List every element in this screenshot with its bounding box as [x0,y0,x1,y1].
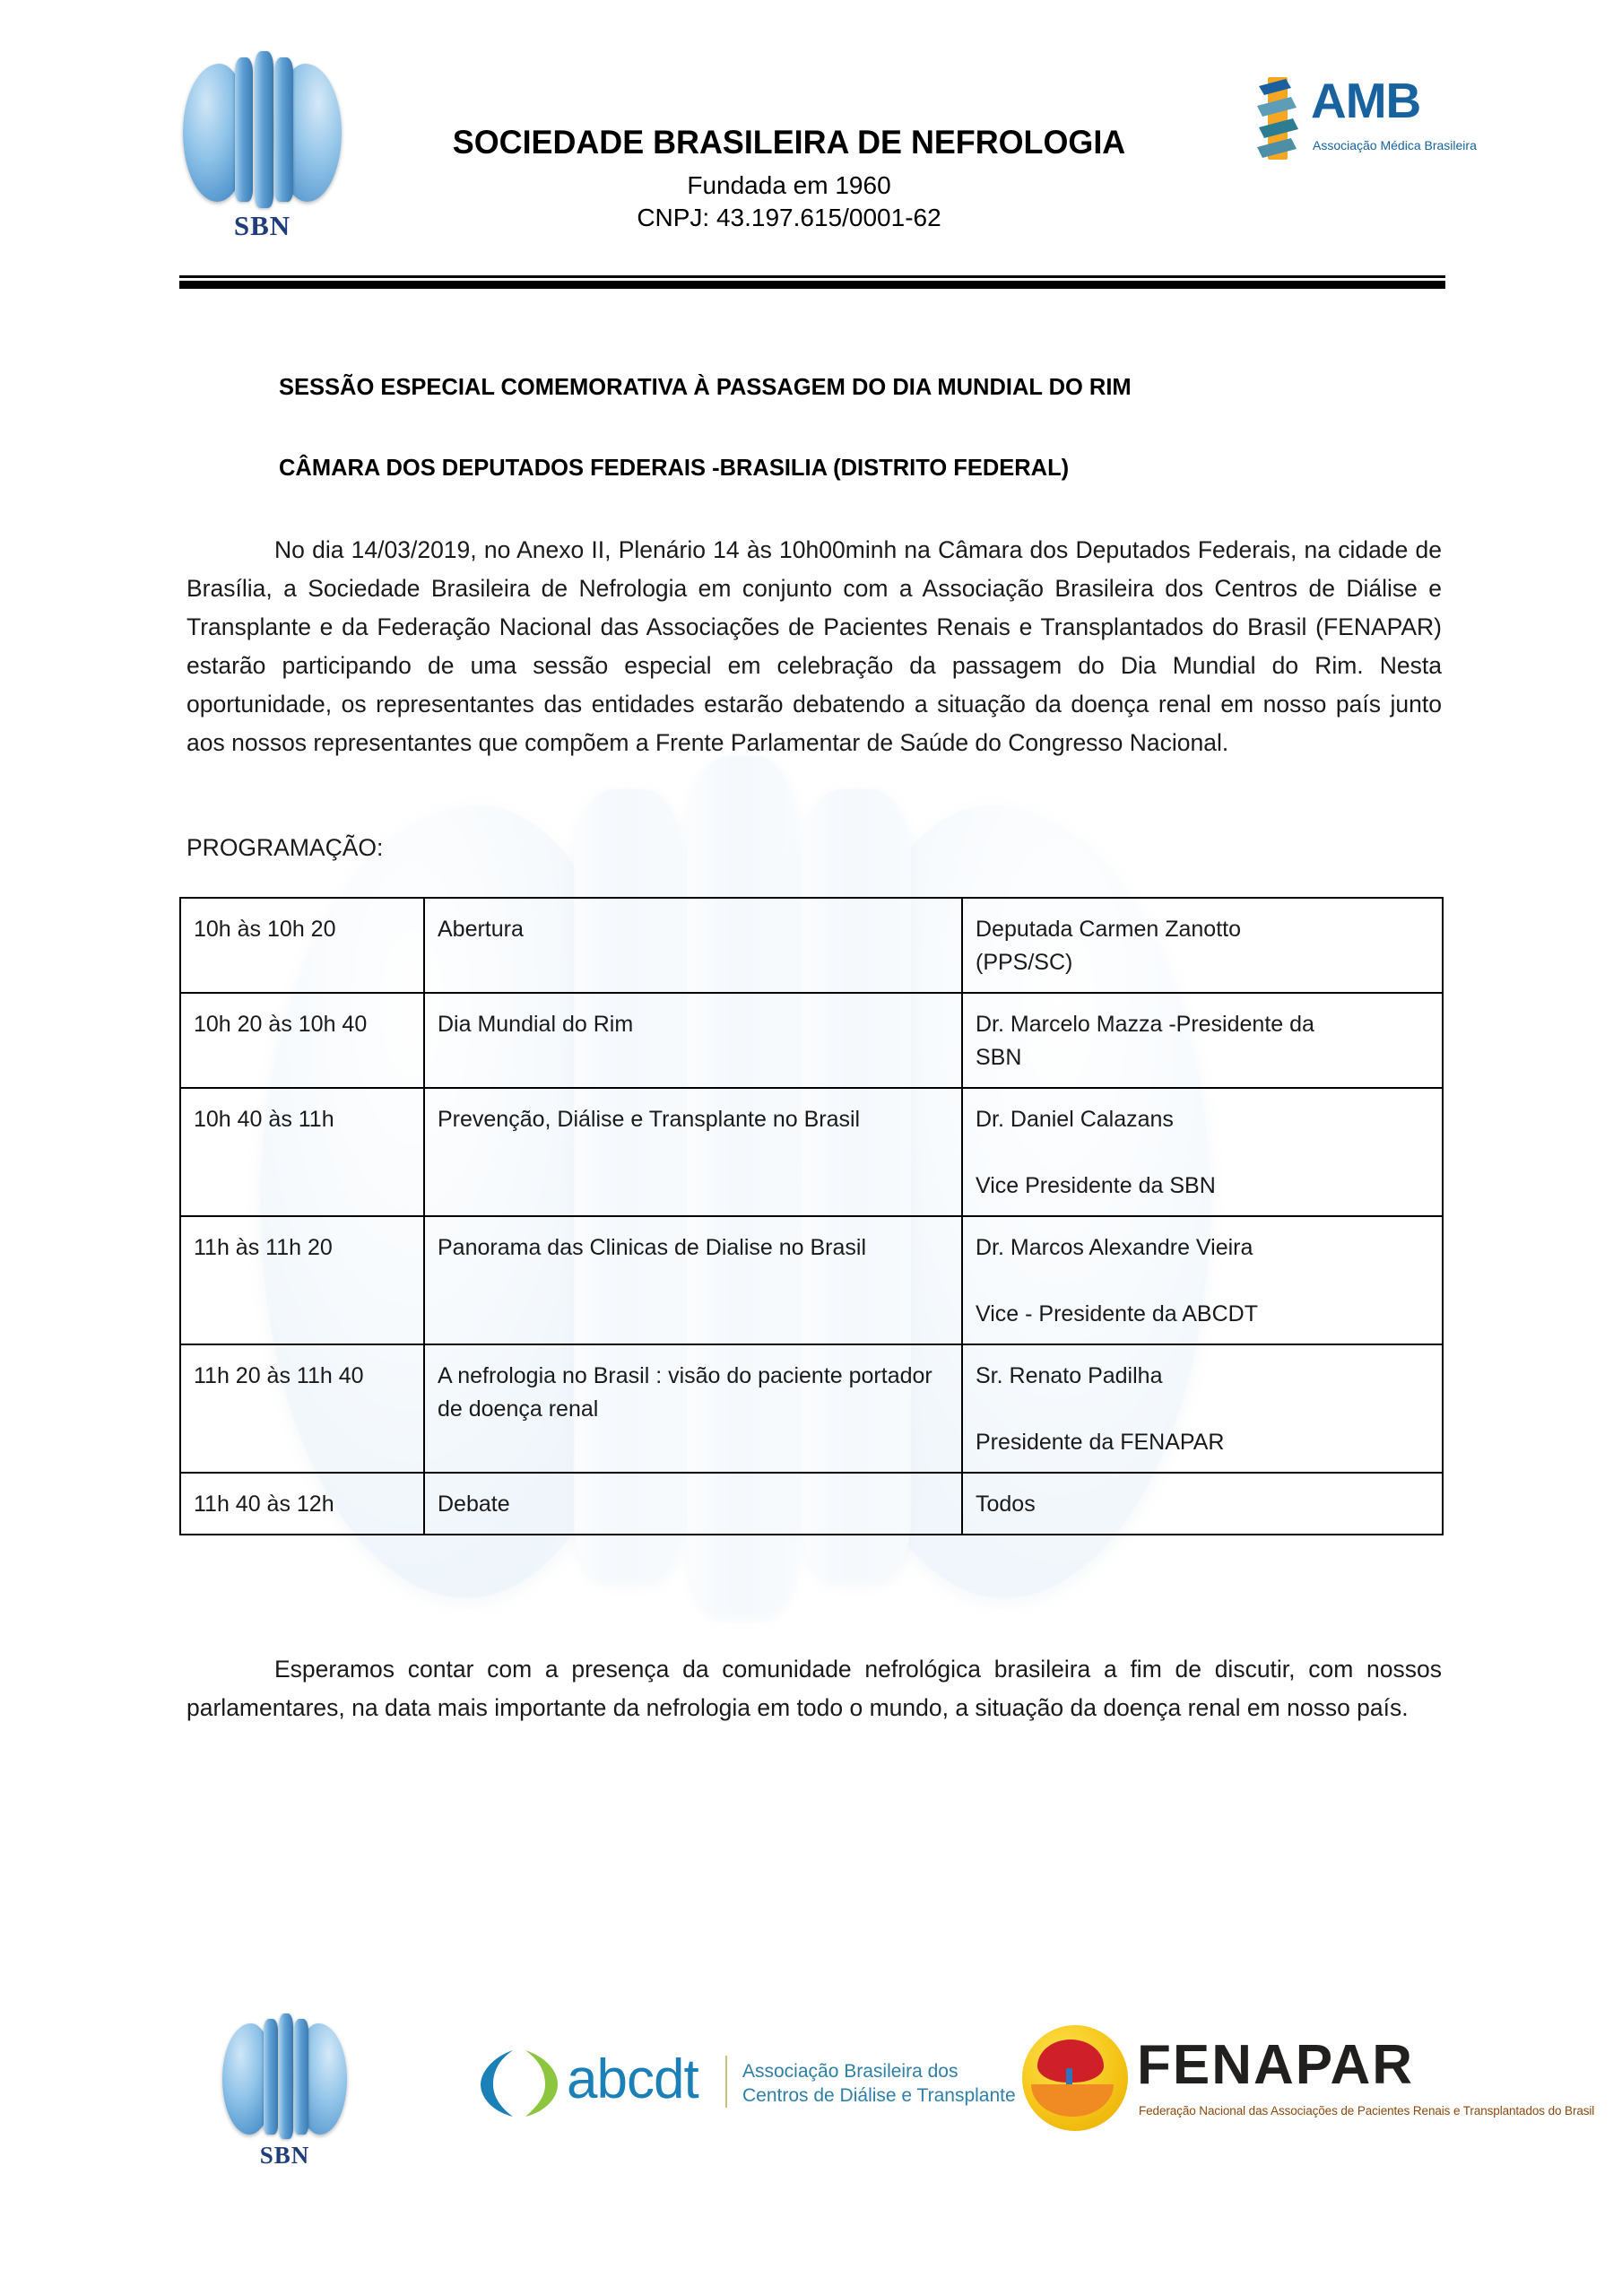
schedule-time-cell [180,1088,424,1216]
schedule-topic: Dia Mundial do Rim [438,1012,634,1037]
schedule-person-line-2: Vice - Presidente da ABCDT [976,1301,1258,1326]
schedule-person-line-1: Dr. Marcos Alexandre Vieira [976,1235,1253,1260]
amb-tagline: Associação Médica Brasileira [1313,138,1477,152]
schedule-person-cell [962,1473,1443,1535]
kidney-bar-3 [294,2019,308,2135]
fenapar-badge-shape [1022,2025,1128,2131]
schedule-time-cell [180,1216,424,1344]
abcdt-wordmark: abcdt [567,2048,698,2110]
kidney-bar-2 [279,2013,293,2139]
document-heading-primary: SESSÃO ESPECIAL COMEMORATIVA À PASSAGEM DO DIA MUNDIAL DO RIM [279,375,1132,400]
schedule-person-line-1: Todos [976,1492,1036,1517]
abcdt-symbol-icon [473,2045,572,2120]
schedule-topic-cell [424,1216,962,1344]
amb-ribbon-icon [1255,75,1307,161]
schedule-table [179,897,1444,1535]
organization-founded: Fundada em 1960 [687,171,891,199]
schedule-topic: Debate [438,1492,510,1517]
schedule-time: 10h 20 às 10h 40 [194,1012,368,1037]
schedule-time-cell [180,1344,424,1473]
schedule-person-line-1: Sr. Renato Padilha [976,1363,1163,1388]
table-row [180,1216,1443,1344]
table-row [180,993,1443,1088]
kidney-bar-1 [264,2019,278,2135]
abcdt-tagline [742,2059,1016,2108]
schedule-time-cell [180,993,424,1088]
intro-paragraph: No dia 14/03/2019, no Anexo II, Plenário 14 às 10h00minh na Câmara dos Deputados Federais, na cidade de Brasília, a Sociedade Brasileira de Nefrologia em conjunto com a Associação Brasileira dos Centros de Diálise e Transplante e da Federação Nacional das Associações de Pacientes Renais e Transplantados do Brasil (FENAPAR) estarão participando de uma sessão especial em celebração da passagem do Dia Mundial do Rim. Nesta oportunidade, os representantes das entidades estarão debatendo a situação da doença renal em nosso país junto aos nossos representantes que compõem a Frente Parlamentar de Saúde do Congresso Nacional. [186,536,1442,756]
sbn-logo-caption: SBN [233,210,291,241]
abcdt-tagline-line-2: Centros de Diálise e Transplante [742,2085,1016,2106]
abcdt-divider [725,2056,727,2108]
footer-sbn-caption: SBN [259,2142,310,2169]
schedule-person-cell [962,993,1443,1088]
schedule-table-body [180,898,1443,1535]
schedule-time: 11h 40 às 12h [194,1492,334,1517]
schedule-person-line-2: Vice Presidente da SBN [976,1173,1216,1198]
schedule-person-cell [962,898,1443,993]
kidney-shape [179,54,345,211]
table-row [180,1344,1443,1473]
schedule-time: 11h às 11h 20 [194,1235,333,1260]
kidney-bar-2 [255,51,273,208]
schedule-topic-cell [424,993,962,1088]
schedule-topic-cell [424,1344,962,1473]
document-header [0,0,1622,269]
fenapar-logo-icon [1022,2025,1595,2142]
organization-title: SOCIEDADE BRASILEIRA DE NEFROLOGIA [452,124,1126,161]
outro-paragraph: Esperamos contar com a presença da comunidade nefrológica brasileira a fim de discutir, com nossos parlamentares, na data mais importante da nefrologia em todo o mundo, a situação da doença renal em nosso país. [186,1656,1442,1721]
footer-sbn-logo-icon [220,2016,350,2142]
organization-cnpj: CNPJ: 43.197.615/0001-62 [637,204,941,231]
kidney-bar-3 [274,57,292,202]
kidney-bar-1 [235,57,253,202]
schedule-topic-cell [424,1473,962,1535]
schedule-person-line-1: Dr. Marcelo Mazza -Presidente da [976,1012,1314,1037]
header-divider-thin [179,275,1445,278]
schedule-person-line-2: (PPS/SC) [976,950,1073,975]
abcdt-logo-icon [473,2043,1016,2124]
schedule-person-line-2: SBN [976,1045,1022,1070]
schedule-time-cell [180,1473,424,1535]
document-footer [0,2009,1622,2242]
schedule-time: 10h às 10h 20 [194,917,336,942]
table-row [180,898,1443,993]
amb-logo-icon [1255,70,1477,176]
sbn-kidney-logo-icon [179,54,345,211]
schedule-person-cell [962,1216,1443,1344]
amb-wordmark: AMB [1311,73,1421,128]
schedule-time-cell [180,898,424,993]
schedule-time: 10h 40 às 11h [194,1107,334,1132]
schedule-person-line-2: Presidente da FENAPAR [976,1430,1225,1455]
schedule-person-line-1: Dr. Daniel Calazans [976,1107,1174,1132]
abcdt-tagline-line-1: Associação Brasileira dos [742,2061,958,2082]
kidney-shape [220,2016,350,2142]
schedule-time: 11h 20 às 11h 40 [194,1363,364,1388]
schedule-topic: Panorama das Clinicas de Dialise no Brasil [438,1235,867,1260]
schedule-label: PROGRAMAÇÃO: [186,834,384,861]
header-title-block [377,124,1201,232]
schedule-topic: Abertura [438,917,524,942]
table-row [180,1088,1443,1216]
table-row [180,1473,1443,1535]
schedule-person-cell [962,1344,1443,1473]
schedule-topic-cell [424,1088,962,1216]
schedule-person-line-1: Deputada Carmen Zanotto [976,917,1242,942]
fenapar-hand-shape [1031,2084,1114,2117]
schedule-topic-cell [424,898,962,993]
fenapar-wordmark: FENAPAR [1137,2034,1415,2096]
fenapar-tagline: Federação Nacional das Associações de Pacientes Renais e Transplantados do Brasil [1139,2104,1595,2118]
document-heading-secondary: CÂMARA DOS DEPUTADOS FEDERAIS -BRASILIA (DISTRITO FEDERAL) [279,456,1070,481]
schedule-person-cell [962,1088,1443,1216]
schedule-topic: Prevenção, Diálise e Transplante no Brasil [438,1107,861,1132]
schedule-topic: A nefrologia no Brasil : visão do paciente portador de doença renal [438,1363,932,1422]
header-divider-thick [179,281,1445,289]
